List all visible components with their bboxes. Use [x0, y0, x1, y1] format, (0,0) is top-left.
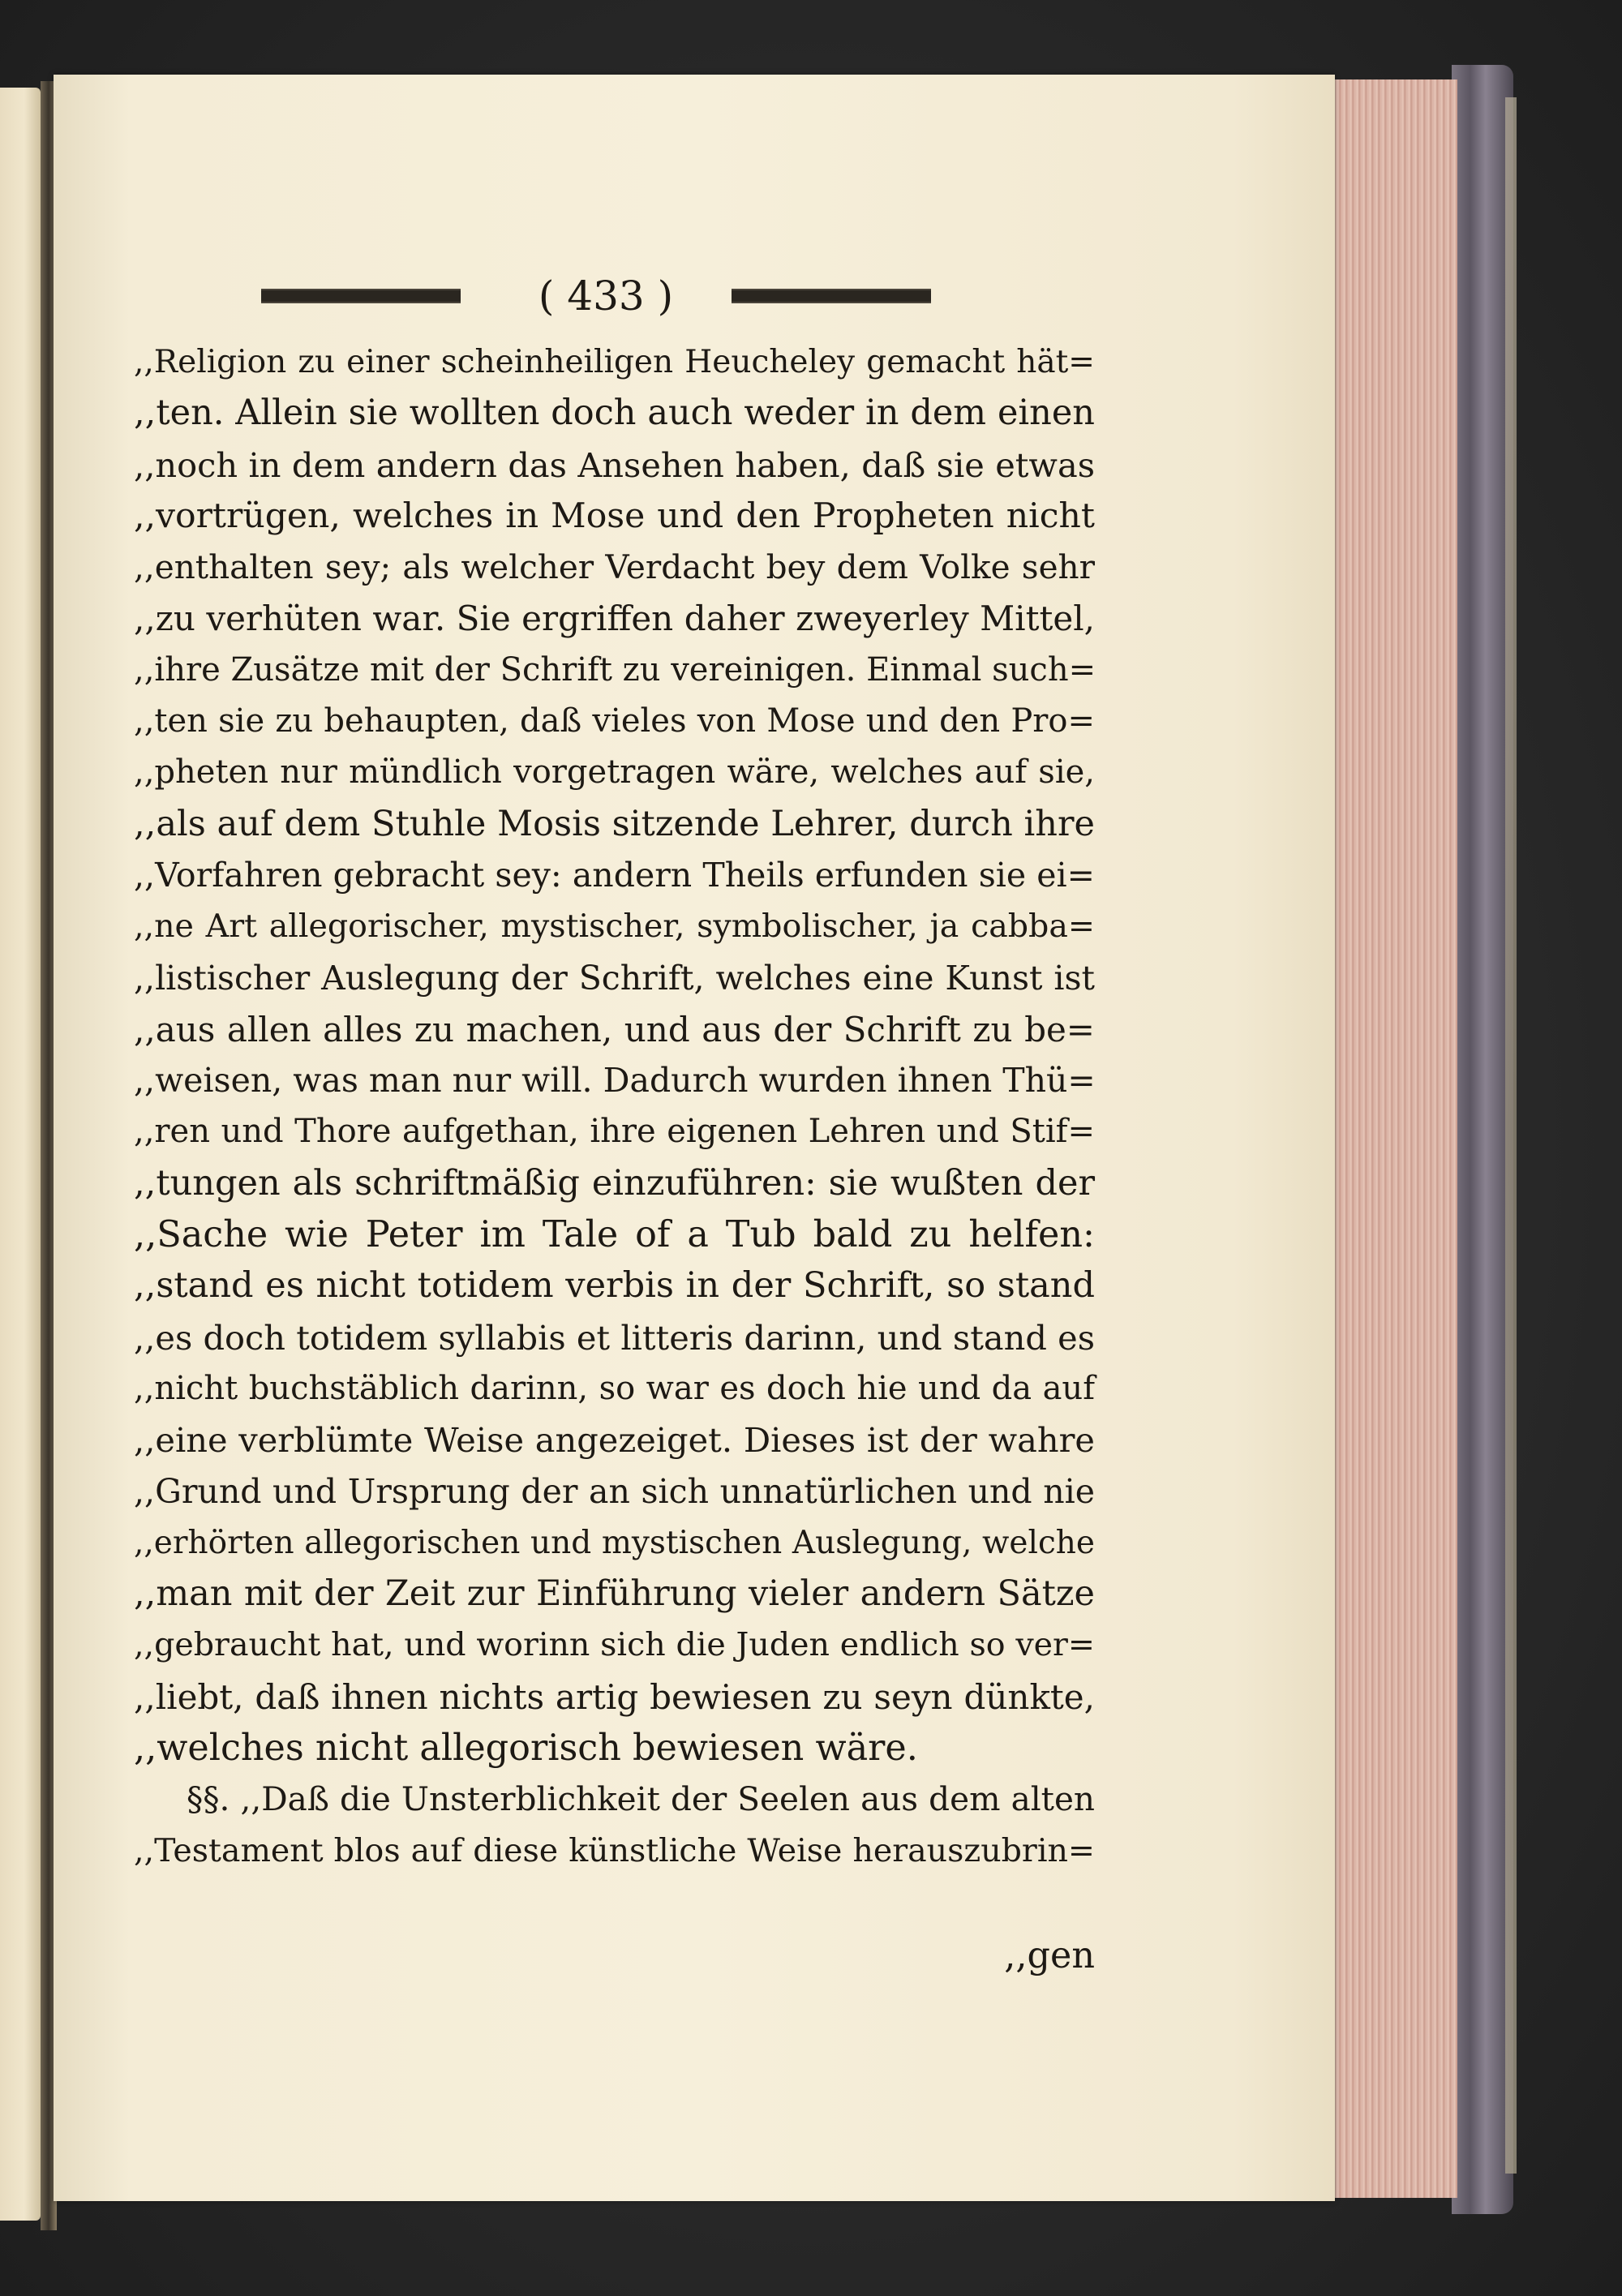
text-line: ,,stand es nicht totidem verbis in der Schrift, so stand: [134, 1265, 1095, 1307]
book-cover-board: [1452, 65, 1513, 2214]
text-line: ,,ihre Zusätze mit der Schrift zu vereinigen. Einmal such=: [134, 650, 1096, 689]
text-line: ,,zu verhüten war. Sie ergriffen daher zweyerley Mittel,: [134, 599, 1095, 639]
text-line: ,,tungen als schriftmäßig einzuführen: sie wußten der: [134, 1162, 1095, 1204]
body-text: [134, 337, 1095, 1877]
text-line: ,,ten sie zu behaupten, daß vieles von Mose und den Pro=: [134, 702, 1095, 740]
page-header: [261, 268, 934, 324]
text-line: ,,welches nicht allegorisch bewiesen wäre.: [134, 1727, 918, 1770]
text-line: ,,erhörten allegorischen und mystischen Auslegung, welche: [134, 1524, 1095, 1561]
text-line: ,,aus allen alles zu machen, und aus der Schrift zu be=: [134, 1009, 1095, 1049]
text-line: ,,weisen, was man nur will. Dadurch wurden ihnen Thü=: [134, 1061, 1096, 1101]
cover-edge: [1505, 97, 1517, 2174]
catchword: ,,gen: [1004, 1935, 1095, 1976]
text-line: ,,vortrügen, welches in Mose und den Propheten nicht: [134, 496, 1095, 536]
text-line: ,,nicht buchstäblich darinn, so war es doch hie und da auf: [134, 1369, 1095, 1407]
text-line: ,,Sache wie Peter im Tale of a Tub bald zu helfen:: [134, 1214, 1095, 1256]
text-line: ,,noch in dem andern das Ansehen haben, daß sie etwas: [134, 444, 1095, 485]
text-line: ,,enthalten sey; als welcher Verdacht bey dem Volke sehr: [134, 547, 1095, 587]
text-line: ,,Grund und Ursprung der an sich unnatürlichen und nie: [134, 1471, 1095, 1511]
text-line: ,,ten. Allein sie wollten doch auch weder in dem einen: [134, 393, 1095, 434]
text-line: ,,gebraucht hat, und worinn sich die Juden endlich so ver=: [134, 1626, 1095, 1664]
text-line: ,,eine verblümte Weise angezeiget. Dieses ist der wahre: [134, 1420, 1095, 1461]
text-line: ,,Vorfahren gebracht sey: andern Theils erfunden sie ei=: [134, 855, 1095, 895]
previous-page-edge: [0, 88, 41, 2221]
text-line: ,,Religion zu einer scheinheiligen Heucheley gemacht hät=: [134, 344, 1095, 380]
text-line: ,,man mit der Zeit zur Einführung vieler andern Sätze: [134, 1573, 1095, 1615]
paragraph-start-line: §§. ,,Daß die Unsterblichkeit der Seelen aus dem alten: [187, 1779, 1095, 1819]
text-line: ,,listischer Auslegung der Schrift, welches eine Kunst ist: [134, 958, 1095, 998]
text-line: ,,als auf dem Stuhle Mosis sitzende Lehrer, durch ihre: [134, 803, 1095, 844]
header-rule-right: [732, 289, 931, 303]
text-line: ,,ren und Thore aufgethan, ihre eigenen Lehren und Stif=: [134, 1113, 1095, 1151]
text-line: ,,liebt, daß ihnen nichts artig bewiesen zu seyn dünkte,: [134, 1676, 1095, 1717]
text-line: ,,ne Art allegorischer, mystischer, symbolischer, ja cabba=: [134, 908, 1095, 946]
page-number: ( 433 ): [538, 273, 674, 320]
header-rule-left: [261, 289, 461, 303]
text-line: ,,pheten nur mündlich vorgetragen wäre, welches auf sie,: [134, 753, 1095, 792]
page-fore-edge: [1333, 79, 1457, 2198]
text-line: ,,es doch totidem syllabis et litteris darinn, und stand es: [134, 1317, 1095, 1358]
text-line: ,,Testament blos auf diese künstliche Weise herauszubrin=: [134, 1831, 1095, 1869]
